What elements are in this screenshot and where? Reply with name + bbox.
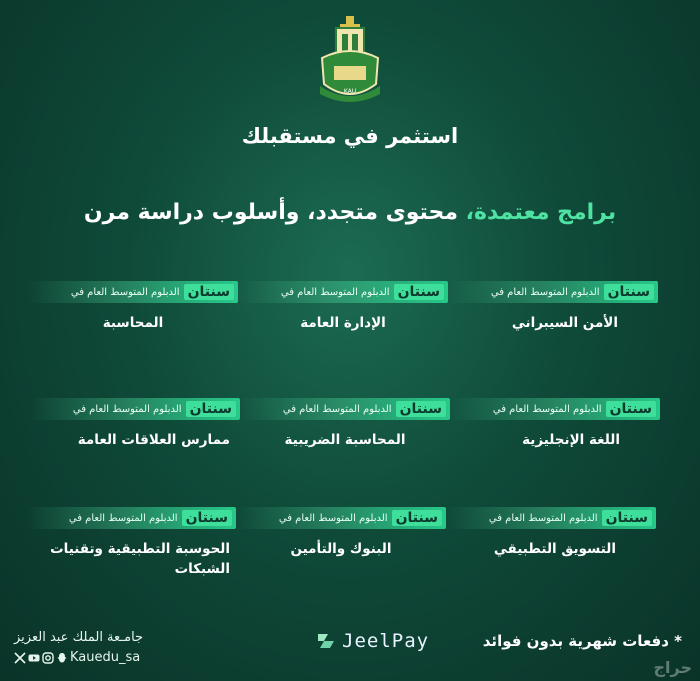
program-name: المحاسبة الضريبية	[284, 432, 406, 448]
program-card-english[interactable]	[450, 398, 660, 478]
subline	[0, 200, 700, 225]
duration-label: سنتان	[606, 401, 656, 417]
duration-label: سنتان	[396, 401, 446, 417]
diploma-label: الدبلوم المتوسط العام في	[72, 403, 182, 415]
program-card-public-admin[interactable]	[238, 281, 448, 361]
program-card-computing-networks[interactable]	[26, 507, 236, 587]
diploma-label: الدبلوم المتوسط العام في	[70, 286, 180, 298]
diploma-tag	[446, 507, 656, 529]
program-card-accounting[interactable]	[28, 281, 238, 361]
program-name: ممارس العلاقات العامة	[77, 432, 230, 448]
subline-rest: محتوى متجدد، وأسلوب دراسة مرن	[83, 200, 466, 225]
university-crest-icon	[316, 14, 384, 104]
program-name: الحوسبة التطبيقية وتقنيات الشبكات	[50, 541, 230, 577]
diploma-label: الدبلوم المتوسط العام في	[68, 512, 178, 524]
program-card-public-relations[interactable]	[30, 398, 240, 478]
snapchat-icon[interactable]	[56, 652, 68, 664]
program-name: الأمن السيبراني	[511, 315, 618, 331]
watermark: حراج	[653, 658, 692, 677]
duration-label: سنتان	[394, 284, 444, 300]
program-name: البنوك والتأمين	[290, 541, 392, 557]
program-name: الإدارة العامة	[300, 315, 386, 331]
diploma-label: الدبلوم المتوسط العام في	[282, 403, 392, 415]
program-name: اللغة الإنجليزية	[522, 432, 620, 448]
diploma-tag	[26, 507, 236, 529]
diploma-tag	[30, 398, 240, 420]
diploma-label: الدبلوم المتوسط العام في	[490, 286, 600, 298]
program-name: التسويق التطبيقي	[493, 541, 616, 557]
diploma-label: الدبلوم المتوسط العام في	[278, 512, 388, 524]
diploma-tag	[236, 507, 446, 529]
youtube-icon[interactable]	[28, 652, 40, 664]
diploma-tag	[238, 281, 448, 303]
diploma-label: الدبلوم المتوسط العام في	[488, 512, 598, 524]
university-name: جامـعة الملك عبد العزيز	[14, 630, 144, 645]
program-card-marketing[interactable]	[446, 507, 656, 587]
diploma-tag	[450, 398, 660, 420]
diploma-tag	[240, 398, 450, 420]
social-links	[14, 650, 140, 665]
x-icon[interactable]	[14, 652, 26, 664]
svg-text:KAU: KAU	[343, 88, 357, 95]
program-card-tax-accounting[interactable]	[240, 398, 450, 478]
duration-label: سنتان	[184, 284, 234, 300]
duration-label: سنتان	[604, 284, 654, 300]
jeelpay-text: JeelPay	[342, 630, 430, 652]
instagram-icon[interactable]	[42, 652, 54, 664]
diploma-tag	[448, 281, 658, 303]
diploma-label: الدبلوم المتوسط العام في	[492, 403, 602, 415]
diploma-label: الدبلوم المتوسط العام في	[280, 286, 390, 298]
program-card-cybersecurity[interactable]	[448, 281, 658, 361]
jeelpay-icon	[316, 632, 336, 650]
duration-label: سنتان	[182, 510, 232, 526]
program-name: المحاسبة	[102, 315, 164, 331]
headline: استثمر في مستقبلك	[241, 124, 459, 148]
payments-note: * دفعات شهرية بدون فوائد	[482, 632, 682, 650]
diploma-tag	[28, 281, 238, 303]
social-handle[interactable]: Kauedu_sa	[70, 650, 141, 665]
subline-accent: برامج معتمدة،	[465, 200, 617, 225]
duration-label: سنتان	[392, 510, 442, 526]
jeelpay-logo	[316, 630, 429, 652]
program-card-banking[interactable]	[236, 507, 446, 587]
duration-label: سنتان	[602, 510, 652, 526]
duration-label: سنتان	[186, 401, 236, 417]
